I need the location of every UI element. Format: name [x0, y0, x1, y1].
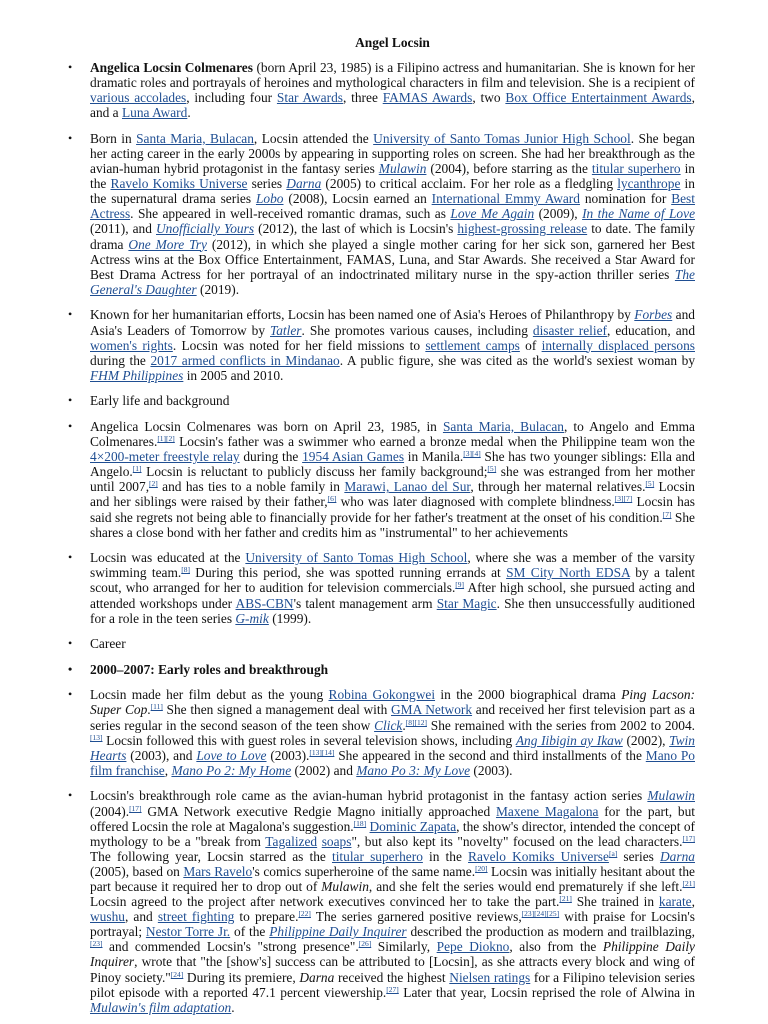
text-run: Locsin followed this with guest roles in several television shows, including: [102, 732, 516, 748]
citation-link[interactable]: [8][12]: [405, 717, 427, 727]
inline-link[interactable]: FAMAS Awards: [382, 90, 473, 106]
inline-link[interactable]: Robina Gokongwei: [328, 687, 436, 703]
inline-link[interactable]: University of Santo Tomas High School: [245, 550, 468, 566]
paragraph-item: [90, 131, 695, 297]
inline-link[interactable]: In the Name of Love: [582, 206, 696, 222]
text-run: She remained with the series from 2002 to 2004.: [426, 717, 695, 733]
inline-link[interactable]: Philippine Daily Inquirer: [269, 924, 407, 940]
inline-link[interactable]: ABS-CBN: [235, 595, 294, 611]
text-run: The following year, Locsin starred as the: [90, 848, 332, 864]
text-run: , Locsin attended the: [253, 130, 374, 146]
text-run: During its premiere,: [183, 969, 300, 985]
citation-link[interactable]: [18]: [353, 818, 367, 828]
text-run: , to Angelo and Emma Colmenares.: [90, 418, 695, 450]
text-run: with praise for Locsin's portrayal;: [90, 909, 696, 940]
inline-link[interactable]: Ravelo Komiks Universe: [110, 176, 248, 192]
citation-link[interactable]: [11]: [150, 702, 163, 712]
text-run: .: [147, 702, 151, 718]
text-run: Early life and background: [90, 393, 230, 409]
text-run: She has two younger siblings: Ella and Angelo.: [90, 449, 695, 480]
inline-link[interactable]: Forbes: [634, 307, 673, 323]
inline-link[interactable]: International Emmy Award: [431, 191, 580, 207]
text-run: to date. The family drama: [90, 221, 695, 252]
inline-link[interactable]: 1954 Asian Games: [302, 449, 405, 465]
text-run: , and a: [90, 90, 695, 121]
inline-link[interactable]: titular superhero: [331, 848, 423, 864]
text-run: (2003).: [266, 747, 310, 763]
text-run: , through her maternal relatives.: [470, 479, 646, 495]
citation-link[interactable]: [27]: [386, 984, 399, 994]
paragraph-item: [90, 687, 695, 778]
text-run: , and: [124, 909, 158, 925]
text-run: . A public figure, she was cited as the world's sexiest woman by: [339, 352, 696, 368]
inline-link[interactable]: Click: [374, 717, 403, 733]
inline-link[interactable]: The General's Daughter: [90, 266, 695, 297]
citation-link[interactable]: [23][24][25]: [521, 909, 560, 919]
citation-link[interactable]: [a]: [608, 848, 618, 858]
text-run: of: [519, 337, 542, 353]
citation-link[interactable]: [17]: [682, 833, 695, 843]
text-run: ,: [691, 894, 695, 910]
inline-link[interactable]: wushu: [90, 909, 125, 925]
inline-link[interactable]: Darna: [286, 176, 322, 192]
text-run: in the 2000 biographical drama: [435, 687, 622, 703]
inline-link[interactable]: Mano Po 3: My Love: [356, 762, 471, 778]
citation-link[interactable]: [21]: [559, 894, 572, 904]
text-run: Locsin and her siblings were raised by their father,: [90, 479, 695, 510]
inline-link[interactable]: Tagalized: [265, 833, 318, 849]
inline-link[interactable]: Mulawin: [378, 161, 427, 177]
text-run: Locsin was educated at the: [90, 550, 246, 566]
text-run: nomination for: [579, 191, 672, 207]
text-run: who was later diagnosed with complete blindness.: [336, 494, 615, 510]
inline-link[interactable]: Nielsen ratings: [449, 969, 531, 985]
text-run: Locsin's father was a swimmer who earned a bronze medal when the Philippine team won the: [174, 434, 695, 450]
section-heading-item: [90, 662, 695, 677]
citation-link[interactable]: [21]: [682, 879, 695, 888]
text-run: . Locsin was noted for her field missions to: [172, 337, 426, 353]
text-run: , the show's director, intended the concept of mythology to be a "break from: [90, 818, 695, 849]
text-run: She then signed a management deal with: [162, 702, 391, 718]
inline-link[interactable]: Star Awards: [276, 90, 343, 106]
inline-link[interactable]: lycanthrope: [617, 176, 681, 192]
inline-link[interactable]: G-mik: [235, 610, 269, 626]
text-run: (born April 23, 1985) is a Filipino actress and humanitarian. She is known for her dramatic roles and portrayals of heroines and mythological characters in film and television. She is a recipient of: [90, 60, 695, 91]
text-run: , including four: [186, 90, 277, 106]
text-run: in the: [422, 848, 469, 864]
text-run: Career: [90, 636, 126, 652]
paragraph-item: [90, 307, 695, 382]
citation-link[interactable]: [5]: [487, 464, 497, 474]
citation-link[interactable]: [2]: [149, 479, 158, 489]
inline-link[interactable]: Ravelo Komiks Universe: [468, 848, 609, 864]
inline-link[interactable]: Tatler: [270, 322, 302, 338]
inline-link[interactable]: One More Try: [128, 236, 207, 252]
text-run: in Manila.: [404, 449, 464, 465]
citation-link[interactable]: [1][2]: [157, 434, 175, 444]
inline-link[interactable]: Marawi, Lanao del Sur: [344, 479, 471, 495]
citation-link[interactable]: [8]: [181, 565, 190, 575]
text-run: during the: [90, 352, 151, 368]
inline-link[interactable]: Box Office Entertainment Awards: [505, 90, 692, 106]
text-run: described the production as modern and trailblazing,: [406, 924, 695, 940]
italic-text: Mulawin: [321, 879, 369, 894]
citation-link[interactable]: [1]: [132, 464, 142, 474]
text-run: and Asia's Leaders of Tomorrow by: [90, 307, 695, 338]
italic-text: Philippine Daily Inquirer: [90, 939, 695, 970]
page-title: Angel Locsin: [355, 35, 430, 50]
text-run: (2011), and: [90, 221, 156, 237]
text-run: Locsin is reluctant to publicly discuss her family background;: [141, 464, 488, 480]
inline-link[interactable]: University of Santo Tomas Junior High School: [373, 130, 631, 146]
text-run: . She promotes various causes, including: [301, 322, 533, 338]
citation-link[interactable]: [22]: [298, 909, 311, 919]
inline-link[interactable]: 4×200-meter freestyle relay: [90, 449, 240, 465]
text-run: GMA Network executive Redgie Magno initially approached: [141, 803, 496, 819]
text-run: 's talent management arm: [293, 595, 437, 611]
inline-link[interactable]: Nestor Torre Jr.: [145, 924, 231, 940]
citation-link[interactable]: [3][4]: [463, 449, 481, 459]
text-run: in the: [90, 161, 696, 192]
citation-link[interactable]: [20]: [475, 863, 488, 873]
citation-link[interactable]: [9]: [455, 580, 465, 590]
paragraph-item: [90, 550, 695, 625]
text-run: in 2005 and 2010.: [183, 367, 284, 383]
citation-link[interactable]: [7]: [662, 509, 672, 519]
text-run: for a Filipino television series pilot episode with a reported 47.1 percent viewership.: [90, 969, 696, 1000]
text-run: Locsin agreed to the project after network executives convinced her to take the part.: [90, 894, 560, 910]
inline-link[interactable]: Pepe Diokno: [436, 939, 510, 955]
inline-link[interactable]: Mulawin's film adaptation: [90, 999, 232, 1015]
italic-text: Ping Lacson: Super Cop: [90, 687, 695, 718]
text-run: . She then unsuccessfully auditioned for a role in the teen series: [90, 595, 695, 626]
inline-link[interactable]: Santa Maria, Bulacan: [136, 130, 254, 146]
bold-text: Angelica Locsin Colmenares: [90, 60, 253, 75]
citation-link[interactable]: [5]: [645, 479, 655, 489]
text-run: (2002) and: [291, 762, 357, 778]
citation-link[interactable]: [23]: [90, 939, 103, 949]
inline-link[interactable]: Maxene Magalona: [495, 803, 599, 819]
inline-link[interactable]: SM City North EDSA: [506, 565, 630, 581]
text-run: Locsin's breakthrough role came as the avian-human hybrid protagonist in the fantasy action series: [90, 788, 648, 804]
inline-link[interactable]: disaster relief: [532, 322, 608, 338]
citation-link[interactable]: [17]: [129, 803, 142, 813]
text-run: (2019).: [196, 281, 240, 297]
text-run: .: [231, 999, 235, 1015]
inline-link[interactable]: Twin Hearts: [90, 732, 695, 763]
inline-link[interactable]: Mano Po film franchise: [90, 747, 695, 778]
citation-link[interactable]: [26]: [358, 939, 372, 949]
text-run: Locsin has said she regrets not being able to financially provide for her father's treatment at the onset of his condition.: [90, 494, 695, 525]
text-run: After high school, she pursued acting and attended workshops under: [90, 580, 696, 611]
text-run: 's comics superheroine of the same name.: [252, 863, 476, 879]
text-run: Known for her humanitarian efforts, Locsin has been named one of Asia's Heroes of Philanthropy by: [90, 307, 635, 323]
text-run: Similarly,: [371, 939, 437, 955]
citation-link[interactable]: [6]: [327, 494, 337, 504]
text-run: Locsin made her film debut as the young: [90, 687, 329, 703]
text-run: .: [187, 105, 191, 121]
text-run: for the part, but offered Locsin the role at Magalona's suggestion.: [90, 803, 695, 834]
text-run: 2000–2007: Early roles and breakthrough: [90, 661, 329, 677]
text-run: by a talent scout, who arranged for her to audition for television commercials.: [90, 565, 696, 596]
inline-link[interactable]: highest-grossing release: [457, 221, 588, 237]
text-run: ,: [164, 762, 172, 778]
citation-link[interactable]: [13][14]: [309, 747, 335, 757]
text-run: (2012), the last of which is Locsin's: [254, 221, 458, 237]
inline-link[interactable]: Mars Ravelo: [183, 863, 253, 879]
citation-link[interactable]: [3][7]: [614, 494, 633, 504]
text-run: during the: [239, 449, 303, 465]
inline-link[interactable]: Lobo: [255, 191, 284, 207]
text-run: , two: [472, 90, 506, 106]
text-run: (2005), based on: [90, 863, 184, 879]
inline-link[interactable]: internally displaced persons: [541, 337, 695, 353]
italic-text: Darna: [299, 969, 335, 985]
text-run: series: [617, 848, 661, 864]
text-run: received the highest: [334, 969, 450, 985]
inline-link[interactable]: Santa Maria, Bulacan: [442, 418, 565, 434]
text-run: (1999).: [268, 610, 312, 626]
text-run: (2009),: [534, 206, 583, 222]
text-run: and has ties to a noble family in: [157, 479, 345, 495]
inline-link[interactable]: various accolades: [90, 90, 187, 106]
text-run: She appeared in the second and third installments of the: [334, 747, 646, 763]
inline-link[interactable]: Love to Love: [196, 747, 267, 763]
paragraph-item: [90, 419, 695, 540]
inline-link[interactable]: titular superhero: [591, 161, 681, 177]
paragraph-item: [90, 393, 695, 408]
text-run: series: [247, 176, 287, 192]
inline-link[interactable]: Dominic Zapata: [369, 818, 457, 834]
text-run: , where she was a member of the varsity swimming team.: [90, 550, 696, 581]
inline-link[interactable]: Luna Award: [121, 105, 188, 121]
text-run: (2003), and: [126, 747, 197, 763]
citation-link[interactable]: [13]: [90, 732, 103, 742]
text-run: (2005) to critical acclaim. For her role as a fledgling: [321, 176, 618, 192]
inline-link[interactable]: settlement camps: [425, 337, 520, 353]
text-run: Born in: [90, 130, 137, 146]
inline-link[interactable]: women's rights: [90, 337, 173, 353]
text-run: she was estranged from her mother until 2007,: [90, 464, 696, 495]
text-run: She trained in: [571, 894, 659, 910]
text-run: (2008), Locsin earned an: [283, 191, 432, 207]
text-run: Later that year, Locsin reprised the role of Alwina in: [398, 984, 695, 1000]
text-run: Angelica Locsin Colmenares was born on April 23, 1985, in: [90, 418, 443, 434]
inline-link[interactable]: Star Magic: [436, 595, 497, 611]
text-run: and received her first television part as a series regular in the second season of the teen show: [90, 702, 695, 733]
text-run: . She appeared in well-received romantic dramas, such as: [130, 206, 451, 222]
text-run: (2003).: [470, 762, 513, 778]
inline-link[interactable]: karate: [658, 894, 692, 910]
text-run: to prepare.: [234, 909, 299, 925]
inline-link[interactable]: FHM Philippines: [90, 367, 184, 383]
text-run: (2002),: [622, 732, 670, 748]
paragraph-item: [90, 788, 695, 1014]
text-run: She shares a close bond with her father and credits him as "instrumental" to her achievements: [90, 509, 695, 540]
paragraph-item: [90, 60, 695, 120]
text-run: (2004), before starring as the: [426, 161, 592, 177]
text-run: The series garnered positive reviews,: [310, 909, 522, 925]
inline-link[interactable]: soaps: [321, 833, 352, 849]
text-run: of the: [230, 924, 270, 940]
text-run: During this period, she was spotted running errands at: [189, 565, 507, 581]
text-run: , and she felt the series would end prematurely if she left.: [368, 879, 683, 894]
citation-link[interactable]: [24]: [170, 969, 184, 979]
article-bullet-list: [90, 60, 695, 1015]
inline-link[interactable]: Unofficially Yours: [156, 221, 255, 237]
text-run: in the supernatural drama series: [90, 176, 695, 207]
text-run: .: [402, 717, 406, 733]
inline-link[interactable]: Darna: [660, 848, 695, 864]
text-run: and commended Locsin's "strong presence".: [102, 939, 359, 955]
text-run: (2012), in which she played a single mother caring for her sick son, garnered her Best Actress wins at the Box Office Entertainment, FAMAS, Luna, and Star Awards. She received a Star Award for Best Drama Actress for her portrayal of an indoctrinated military nurse in the spy-action thriller series: [90, 236, 695, 282]
text-run: Locsin was initially hesitant about the part because it required her to drop out of: [90, 863, 695, 894]
text-run: , wrote that "the [show's] success can be attributed to [Locsin], as she attracts every block and wing of Pinoy society.": [90, 954, 695, 985]
text-run: (2004).: [90, 803, 130, 819]
inline-link[interactable]: GMA Network: [391, 702, 473, 718]
inline-link[interactable]: Love Me Again: [450, 206, 535, 222]
text-run: ", but also kept its "novelty" focused on the lead characters.: [351, 833, 683, 849]
inline-link[interactable]: Mano Po 2: My Home: [171, 762, 292, 778]
paragraph-item: [90, 636, 695, 651]
inline-link[interactable]: Ang Iibigin ay Ikaw: [515, 732, 623, 748]
text-run: , also from the: [509, 939, 603, 955]
inline-link[interactable]: street fighting: [157, 909, 235, 925]
text-run: , three: [342, 90, 383, 106]
inline-link[interactable]: 2017 armed conflicts in Mindanao: [150, 352, 340, 368]
text-run: , education, and: [607, 322, 696, 338]
inline-link[interactable]: Best Actress: [90, 191, 695, 222]
text-run: . She began her acting career in the early 2000s by appearing in supporting roles on screen. She had her breakthrough as the avian-human hybrid protagonist in the fantasy series: [90, 130, 696, 177]
inline-link[interactable]: Mulawin: [647, 788, 695, 804]
